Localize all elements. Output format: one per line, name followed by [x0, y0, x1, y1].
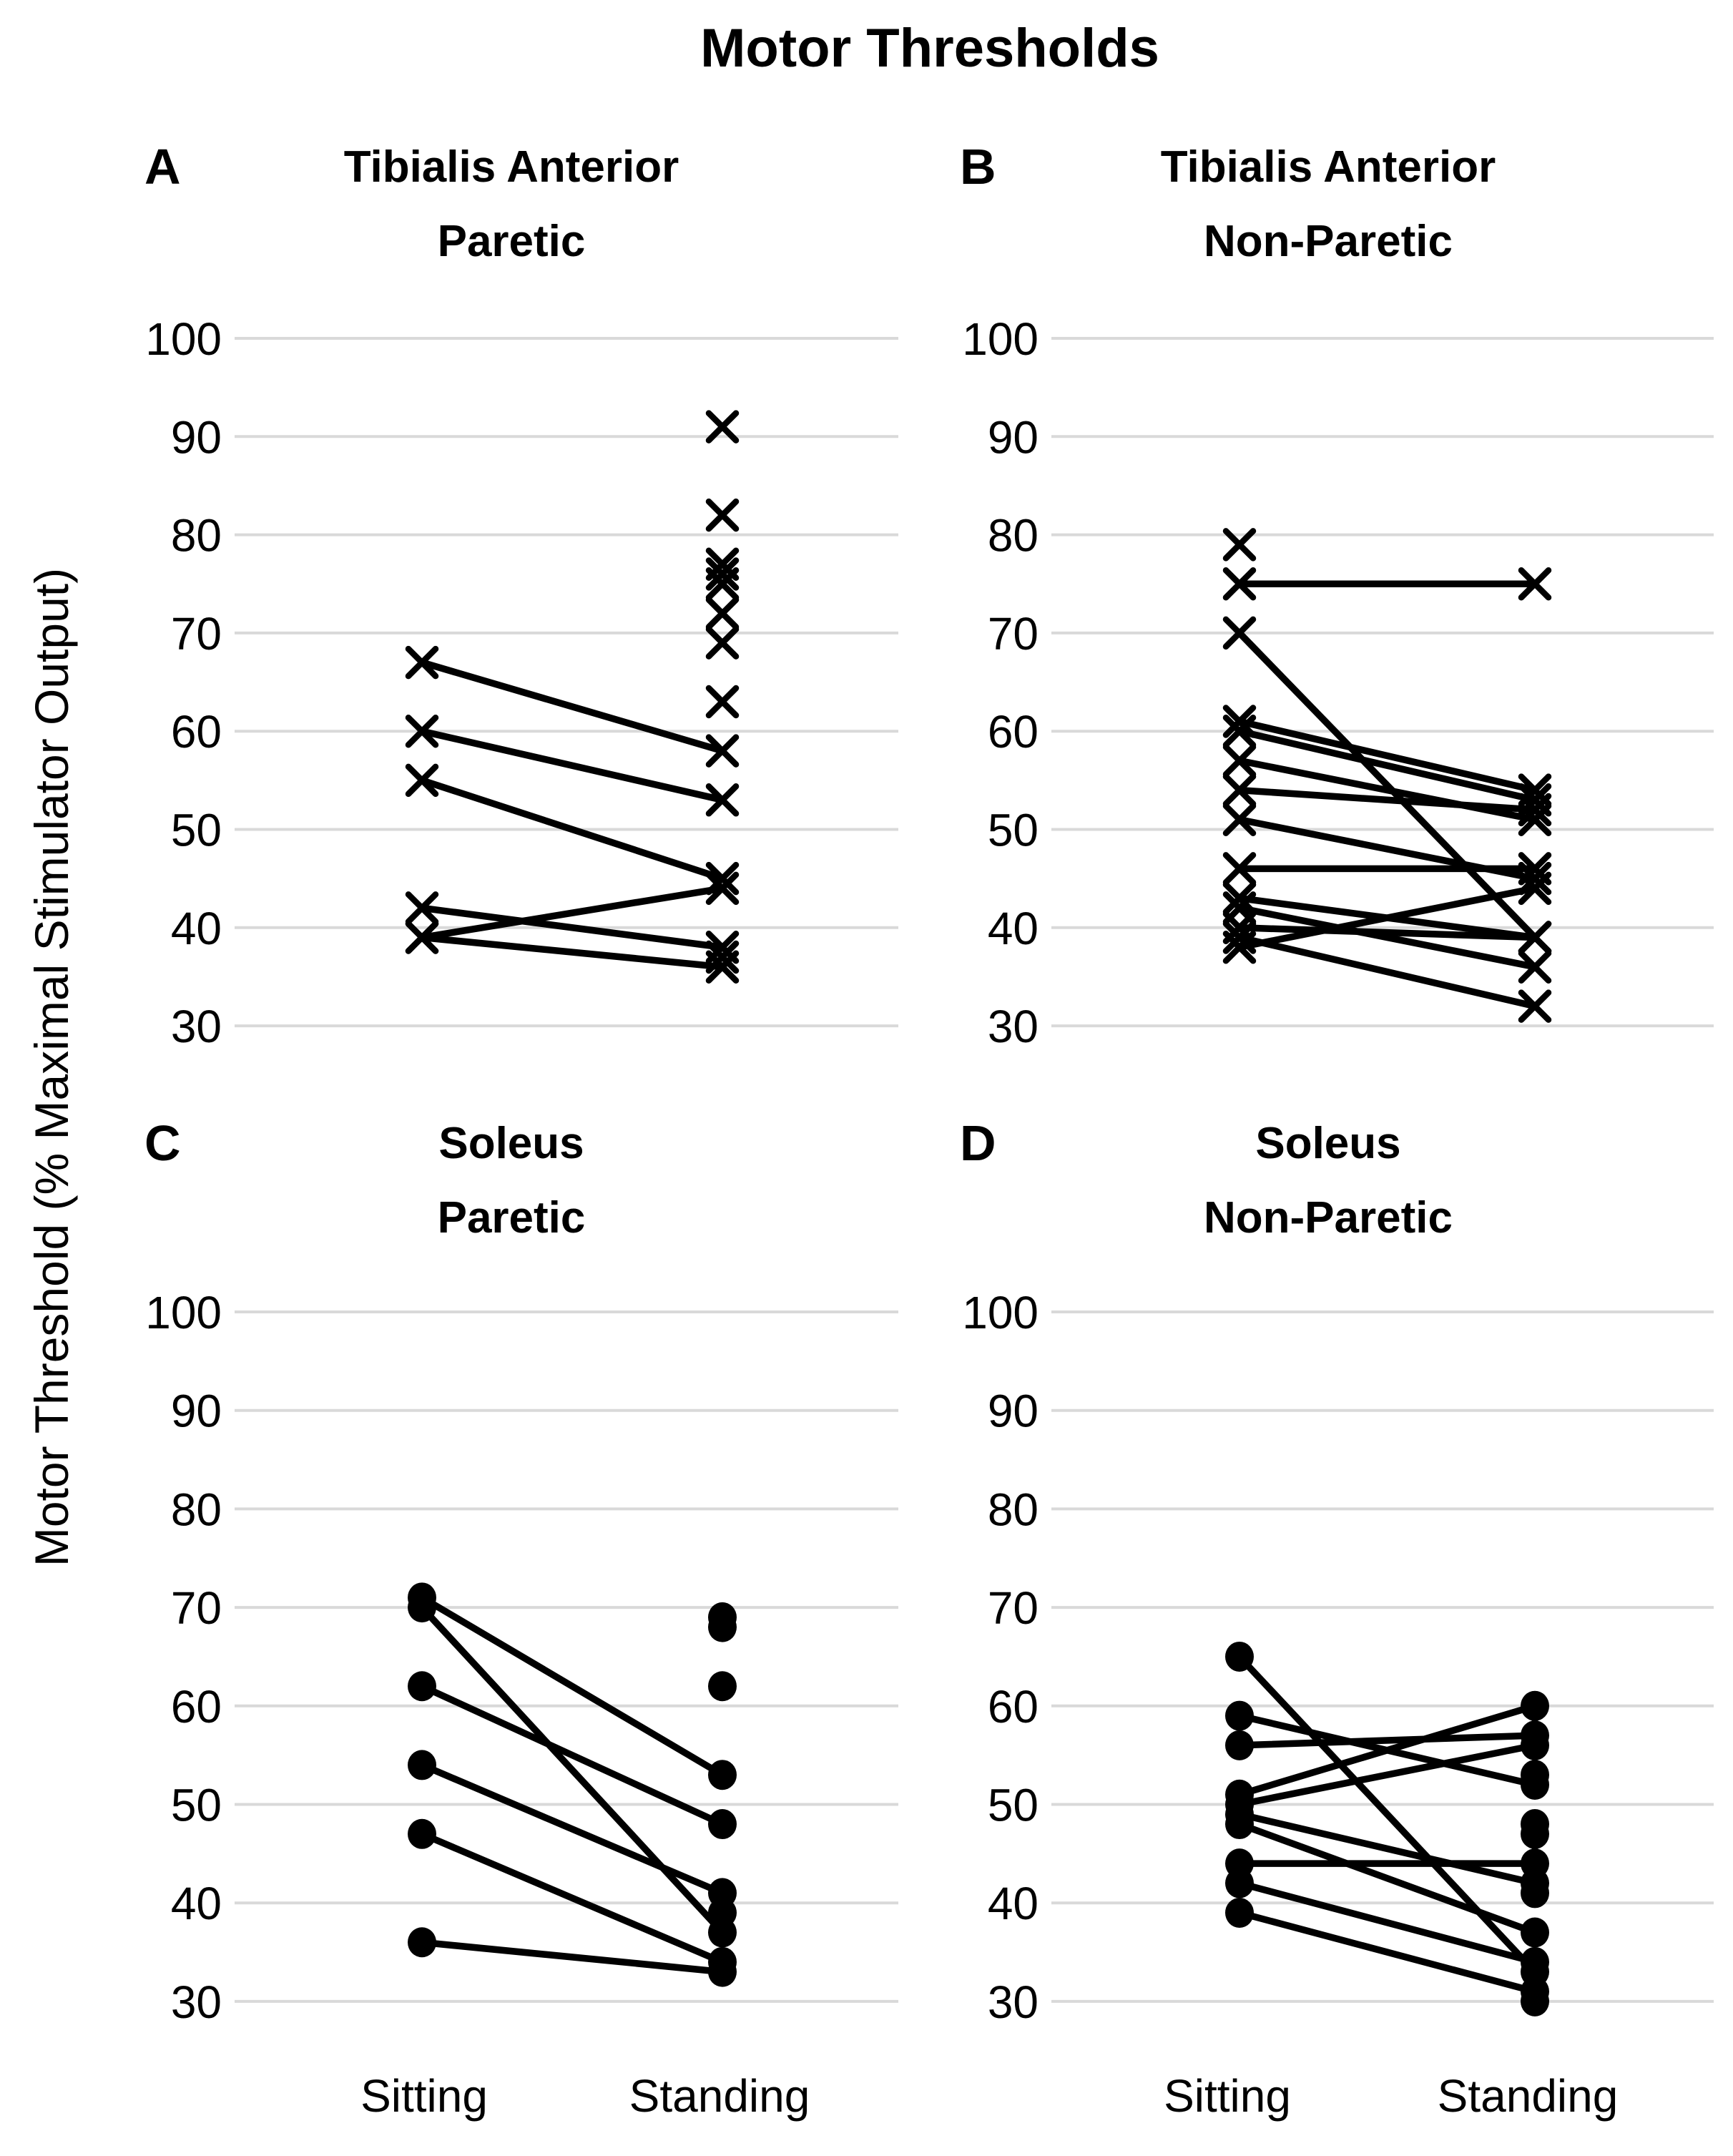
x-label-sitting-right: Sitting: [1164, 2070, 1291, 2122]
pair-line: [1239, 938, 1535, 1006]
circle-marker: [708, 1612, 737, 1642]
circle-marker: [408, 1819, 436, 1849]
y-tick-label: 40: [170, 902, 222, 954]
x-label-standing-left: Standing: [629, 2070, 810, 2122]
x-label-sitting-left: Sitting: [360, 2070, 488, 2122]
circle-marker: [1521, 1848, 1549, 1878]
x-marker: [709, 599, 736, 627]
x-label-standing-right: Standing: [1437, 2070, 1619, 2122]
circle-marker: [1521, 1760, 1549, 1790]
y-tick-label: 100: [962, 313, 1039, 365]
x-marker: [709, 501, 736, 529]
y-tick-label: 70: [170, 1582, 222, 1635]
y-tick-label: 100: [145, 313, 222, 365]
circle-marker: [408, 1671, 436, 1701]
y-tick-label: 90: [987, 411, 1039, 464]
y-tick-label: 90: [987, 1385, 1039, 1437]
x-marker: [709, 688, 736, 715]
panel-b-title-line2: Non-Paretic: [1204, 217, 1453, 266]
pair-line: [422, 731, 722, 800]
y-tick-label: 60: [170, 706, 222, 758]
y-tick-label: 50: [987, 1779, 1039, 1831]
pair-line: [1239, 1735, 1535, 1745]
y-tick-label: 80: [170, 509, 222, 562]
panel-d-title-line2: Non-Paretic: [1204, 1193, 1453, 1243]
y-axis-title: Motor Threshold (% Maximal Stimulator Output): [25, 567, 78, 1567]
circle-marker: [408, 1592, 436, 1622]
y-tick-label: 60: [170, 1680, 222, 1733]
panel-a-title-line2: Paretic: [437, 217, 586, 266]
pair-line: [1239, 1814, 1535, 1883]
y-tick-label: 30: [170, 1001, 222, 1053]
circle-marker: [1225, 1730, 1254, 1760]
y-tick-label: 50: [170, 804, 222, 856]
circle-marker: [1521, 1947, 1549, 1977]
pair-line: [422, 1942, 722, 1971]
pair-line: [1239, 1706, 1535, 1795]
circle-marker: [708, 1898, 737, 1928]
circle-marker: [1225, 1701, 1254, 1731]
panel-a-letter: A: [144, 139, 181, 195]
pair-line: [422, 1834, 722, 1962]
panel-c-title-line1: Soleus: [438, 1119, 584, 1168]
pair-line: [1239, 1824, 1535, 1932]
gridlines-and-ticks: [962, 313, 1714, 1052]
pair-line: [1239, 633, 1535, 938]
panel-b-letter: B: [960, 139, 996, 195]
circle-marker: [708, 1760, 737, 1790]
circle-marker: [1521, 1878, 1549, 1908]
panel-a-plot: [145, 313, 898, 1052]
panel-c-plot: [145, 1287, 898, 2028]
circle-marker: [1521, 1730, 1549, 1760]
pair-lines: [422, 1597, 722, 1971]
y-tick-label: 30: [987, 1976, 1039, 2028]
figure-title: Motor Thresholds: [700, 18, 1159, 79]
y-tick-label: 60: [987, 1680, 1039, 1733]
y-tick-label: 70: [987, 607, 1039, 660]
y-tick-label: 90: [170, 411, 222, 464]
panel-c-letter: C: [144, 1115, 181, 1171]
y-tick-label: 60: [987, 706, 1039, 758]
y-tick-label: 40: [987, 1878, 1039, 1930]
pair-line: [422, 1765, 722, 1893]
circle-marker: [1521, 1918, 1549, 1948]
panel-b-plot: [962, 313, 1714, 1052]
y-tick-label: 80: [987, 1484, 1039, 1536]
panel-d-title-line1: Soleus: [1255, 1119, 1401, 1168]
y-tick-label: 30: [170, 1976, 222, 2028]
y-tick-label: 70: [987, 1582, 1039, 1635]
circle-marker: [708, 1957, 737, 1987]
y-tick-label: 50: [170, 1779, 222, 1831]
circle-marker: [1225, 1898, 1254, 1928]
circle-marker: [1225, 1642, 1254, 1672]
y-tick-label: 80: [987, 509, 1039, 562]
y-tick-label: 30: [987, 1001, 1039, 1053]
panel-b-title-line1: Tibialis Anterior: [1160, 142, 1496, 192]
circle-marker: [1521, 1691, 1549, 1721]
circle-marker: [408, 1927, 436, 1957]
pair-lines: [422, 662, 722, 967]
y-tick-label: 90: [170, 1385, 222, 1437]
circle-marker: [708, 1809, 737, 1839]
pair-lines: [1239, 584, 1535, 1006]
y-tick-label: 40: [170, 1878, 222, 1930]
pair-line: [422, 662, 722, 751]
circle-marker: [408, 1750, 436, 1780]
panel-a-title-line1: Tibialis Anterior: [343, 142, 679, 192]
y-tick-label: 100: [145, 1287, 222, 1338]
circle-marker: [708, 1671, 737, 1701]
circle-marker: [1225, 1868, 1254, 1898]
circle-marker: [1521, 1819, 1549, 1849]
gridlines-and-ticks: [962, 1287, 1714, 2028]
panel-d-plot: [962, 1287, 1714, 2028]
panel-d-letter: D: [960, 1115, 996, 1171]
y-tick-label: 100: [962, 1287, 1039, 1338]
y-tick-label: 50: [987, 804, 1039, 856]
y-tick-label: 40: [987, 902, 1039, 954]
y-tick-label: 80: [170, 1484, 222, 1536]
pair-line: [422, 1607, 722, 1932]
circle-marker: [1225, 1809, 1254, 1839]
panel-c-title-line2: Paretic: [437, 1193, 586, 1243]
circle-marker: [1521, 1986, 1549, 2017]
pair-line: [422, 1597, 722, 1775]
gridlines-and-ticks: [145, 313, 898, 1052]
y-tick-label: 70: [170, 607, 222, 660]
